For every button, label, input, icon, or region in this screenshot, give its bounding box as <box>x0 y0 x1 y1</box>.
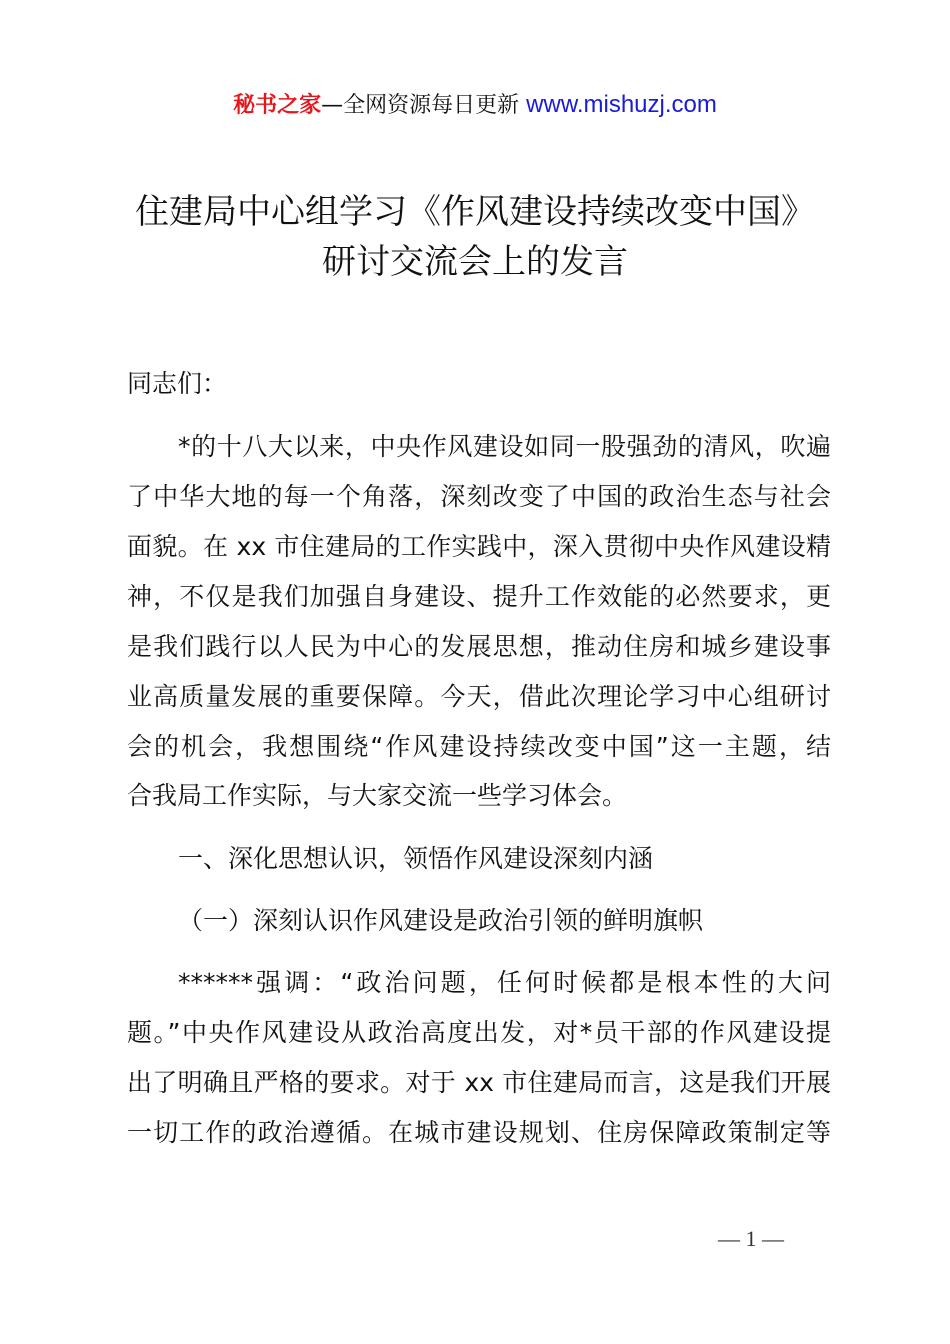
paragraph-line: 会的机会，我想围绕“作风建设持续改变中国”这一主题，结 <box>127 732 831 761</box>
paragraph-line: 出了明确且严格的要求。对于 xx 市住建局而言，这是我们开展 <box>127 1068 831 1097</box>
document-title-line-1: 住建局中心组学习《作风建设持续改变中国》 <box>135 192 815 232</box>
greeting: 同志们： <box>127 369 228 398</box>
page-number: — 1 — <box>718 1226 784 1251</box>
paragraph-line: 业高质量发展的重要保障。今天，借此次理论学习中心组研讨 <box>127 682 831 711</box>
paragraph-line: 合我局工作实际，与大家交流一些学习体会。 <box>127 781 628 810</box>
paragraph-line: 了中华大地的每一个角落，深刻改变了中国的政治生态与社会 <box>127 482 831 511</box>
paragraph-line: *的十八大以来，中央作风建设如同一股强劲的清风，吹遍 <box>178 432 831 461</box>
paragraph-line: 面貌。在 xx 市住建局的工作实践中，深入贯彻中央作风建设精 <box>127 532 831 561</box>
site-header <box>0 88 950 119</box>
subsection-heading: （一）深刻认识作风建设是政治引领的鲜明旗帜 <box>178 906 704 935</box>
header-slogan: —全网资源每日更新 <box>321 93 527 118</box>
paragraph-line: ******强调：“政治问题，任何时候都是根本性的大问 <box>178 968 831 997</box>
paragraph-line: 神，不仅是我们加强自身建设、提升工作效能的必然要求，更 <box>127 582 831 611</box>
section-heading: 一、深化思想认识，领悟作风建设深刻内涵 <box>178 844 654 873</box>
document-title-line-2: 研讨交流会上的发言 <box>322 242 628 282</box>
paragraph-line: 题。”中央作风建设从政治高度出发，对*员干部的作风建设提 <box>127 1018 831 1047</box>
site-url-link[interactable]: www.mishuzj.com <box>526 91 717 118</box>
paragraph-line: 一切工作的政治遵循。在城市建设规划、住房保障政策制定等 <box>127 1118 831 1147</box>
brand-name: 秘书之家 <box>233 93 322 118</box>
paragraph-line: 是我们践行以人民为中心的发展思想，推动住房和城乡建设事 <box>127 632 831 661</box>
